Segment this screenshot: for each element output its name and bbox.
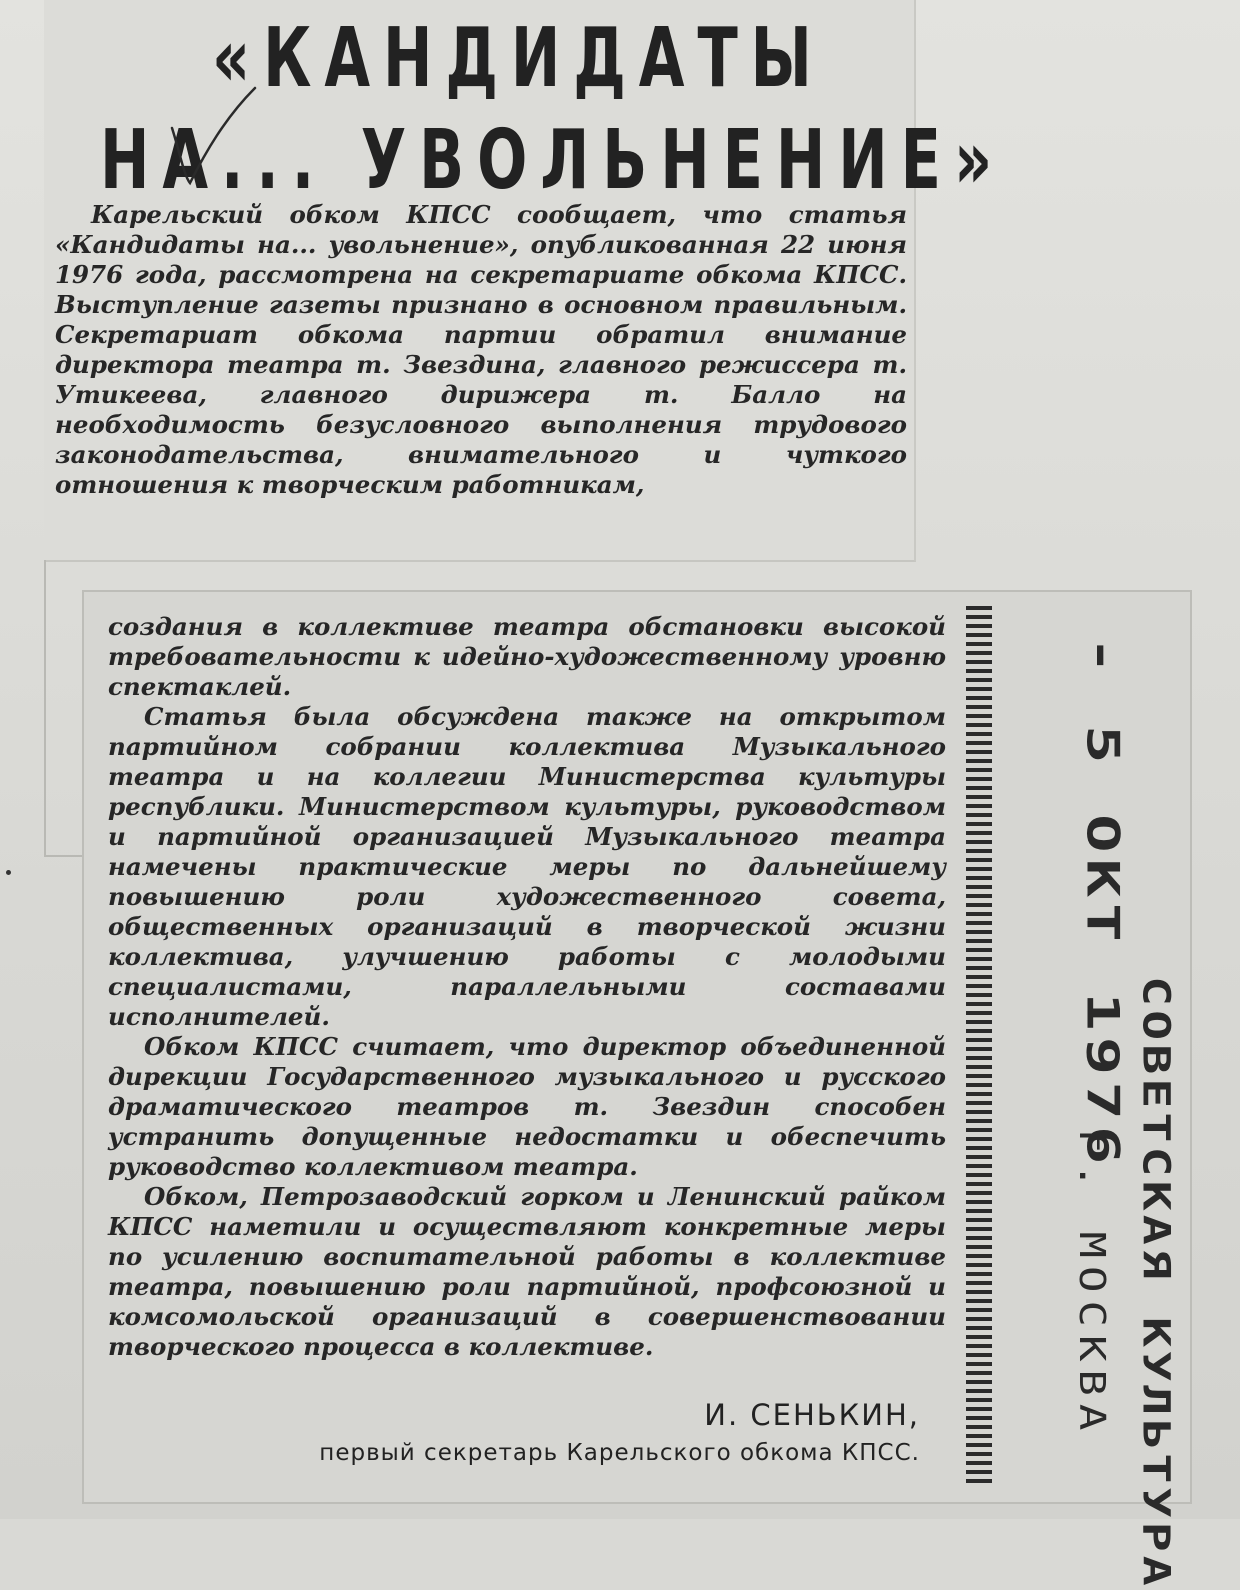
signature-name: И. СЕНЬКИН, [704,1398,920,1432]
article-paragraph: создания в коллективе театра обстановки высокой требовательности к идейно-художественному уровню спектаклей. [108,612,946,701]
signature-title: первый секретарь Карельского обкома КПСС. [319,1440,920,1466]
article-paragraph: Обком КПСС считает, что директор объединенной дирекции Государственного музыкального и русского драматического театров т. Звездин способен устранить допущенные недостатки и обеспечить руководство коллективом театра. [108,1032,946,1181]
pen-tick-mark-icon [150,58,260,188]
scan-edge-shadow [44,560,86,857]
article-paragraph: Карельский обком КПСС сообщает, что статья «Кандидаты на... увольнение», опубликованная 22 июня 1976 года, рассмотрена на секретариате обкома КПСС. Выступление газеты признано в основном правильным. Секретариат обкома партии обратил внимание директора театра т. Звездина, главного режиссера т. Утикеева, главного дирижера т. Балло на необходимость безусловного выполнения трудового законодательства, внимательного и чуткого отношения к творческим работникам, [55,200,907,499]
headline-line-2: НА... УВОЛЬНЕНИЕ» [100,113,1006,208]
article-bottom-column [108,612,946,1362]
stamp-newspaper-name: СОВЕТСКАЯ КУЛЬТУРА [1134,976,1178,1590]
article-paragraph: Обком, Петрозаводский горком и Ленинский райком КПСС наметили и осуществляют конкретные меры по усилению воспитательной работы в коллективе театра, повышению роли партийной, профсоюзной и комсомольской организаций в совершенствовании творческого процесса в коллективе. [108,1182,946,1361]
stamp-city: г. МОСКВА [1071,1128,1112,1439]
scan-dust-speck [6,870,11,875]
headline-line-1: «КАНДИДАТЫ [212,11,825,106]
article-paragraph: Статья была обсуждена также на открытом партийном собрании коллектива Музыкального театра и на коллегии Министерства культуры республики. Министерством культуры, руководством и партийной организацией Музыкального театра намечены практические меры по дальнейшему повышению роли художественного совета, общественных организаций в творческой жизни коллектива, улучшению работы с молодыми специалистами, параллельными составами исполнителей. [108,702,946,1031]
stamp-date: - 5 ОКТ 1976 [1076,636,1128,1171]
article-top-column [55,200,907,500]
perforated-edge [966,606,992,1484]
